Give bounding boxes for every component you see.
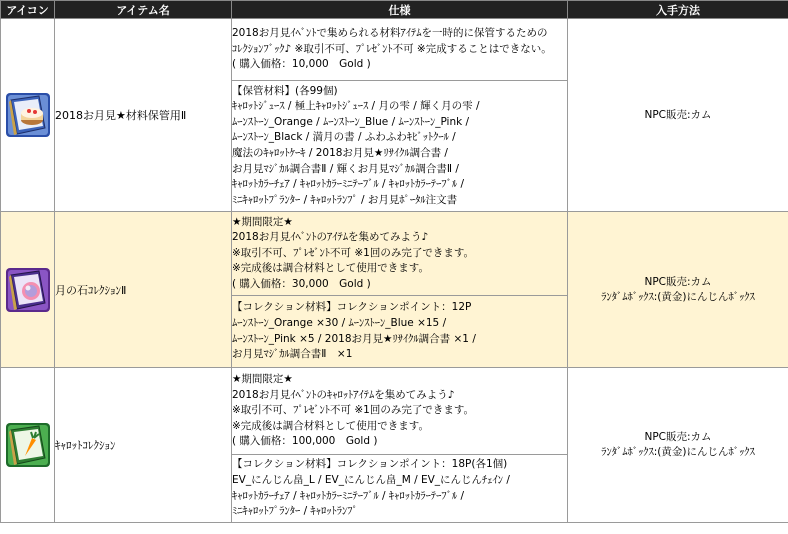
header-icon: アイコン — [1, 1, 55, 19]
table-row — [1, 212, 788, 296]
spec-line: お月見ﾏｼﾞｶﾙ調合書Ⅱ ×1 — [232, 348, 353, 361]
spec-line: ※完成後は調合材料として使用できます。 — [232, 262, 429, 275]
spec-line: 【コレクション材料】コレクションポイント：12P — [232, 301, 472, 314]
spec-line: お月見ﾏｼﾞｶﾙ調合書Ⅱ / 輝くお月見ﾏｼﾞｶﾙ調合書Ⅱ / — [232, 162, 459, 175]
spec-line: ( 購入価格：10,000 Gold ) — [232, 58, 371, 71]
spec-line: 魔法のｷｬﾛｯﾄｹｰｷ / 2018お月見★ﾘｻｲｸﾙ調合書 / — [232, 147, 448, 159]
acquisition-cell — [568, 19, 788, 212]
acquisition-cell — [568, 212, 788, 368]
spec-line: EV_にんじん畠_L / EV_にんじん畠_M / EV_にんじんﾁｪｲﾝ / — [232, 473, 510, 486]
acquisition-line: NPC販売:カム — [644, 108, 712, 121]
acquisition-cell — [568, 368, 788, 523]
header-spec: 仕様 — [232, 1, 568, 19]
spec-line: 2018お月見ｲﾍﾞﾝﾄのｱｲﾃﾑを集めてみよう♪ — [232, 231, 429, 244]
spec-materials — [232, 81, 568, 212]
header-acquisition: 入手方法 — [568, 1, 788, 19]
spec-line: ﾐﾆｷｬﾛｯﾄﾌﾟﾗﾝﾀｰ / ｷｬﾛｯﾄﾗﾝﾌﾟ — [232, 505, 358, 518]
table-row — [1, 368, 788, 455]
icon-cell — [1, 212, 55, 368]
header-name: アイテム名 — [55, 1, 232, 19]
spec-line: ( 購入価格：30,000 Gold ) — [232, 277, 371, 290]
acquisition-line: NPC販売:カム — [644, 431, 712, 443]
icon-cell — [1, 368, 55, 523]
spec-line: ※取引不可、ﾌﾟﾚｾﾞﾝﾄ不可 ※1回のみ完了できます。 — [232, 404, 475, 417]
spec-line: 【保管材料】(各99個) — [232, 84, 338, 97]
header-row — [1, 1, 788, 19]
spec-line: ﾑｰﾝｽﾄｰﾝ_Black / 満月の書 / ふわふわｷﾋﾞｯﾄｸｰﾙ / — [232, 131, 456, 144]
spec-line: ※完成後は調合材料として使用できます。 — [232, 419, 429, 432]
spec-line: ﾑｰﾝｽﾄｰﾝ_Orange / ﾑｰﾝｽﾄｰﾝ_Blue / ﾑｰﾝｽﾄｰﾝ_Pink / — [232, 115, 470, 128]
book-carrot-icon — [5, 422, 51, 468]
item-name: 2018お月見★材料保管用Ⅱ — [55, 19, 232, 212]
spec-line: ﾐﾆｷｬﾛｯﾄﾌﾟﾗﾝﾀｰ / ｷｬﾛｯﾄﾗﾝﾌﾟ / お月見ﾎﾟｰﾀﾙ注文書 — [232, 193, 458, 206]
spec-description — [232, 19, 568, 81]
spec-line: ｷｬﾛｯﾄｶﾗｰﾁｪｱ / ｷｬﾛｯﾄｶﾗｰﾐﾆﾃｰﾌﾞﾙ / ｷｬﾛｯﾄｶﾗｰﾃｰﾌﾞﾙ / — [232, 178, 465, 191]
spec-description — [232, 368, 568, 455]
spec-line: ｷｬﾛｯﾄｼﾞｭｰｽ / 極上ｷｬﾛｯﾄｼﾞｭｰｽ / 月の雫 / 輝く月の雫 / — [232, 100, 480, 113]
spec-line: ﾑｰﾝｽﾄｰﾝ_Orange ×30 / ﾑｰﾝｽﾄｰﾝ_Blue ×15 / — [232, 316, 447, 329]
spec-line: 2018お月見ｲﾍﾞﾝﾄのｷｬﾛｯﾄｱｲﾃﾑを集めてみよう♪ — [232, 388, 455, 401]
acquisition-line: ﾗﾝﾀﾞﾑﾎﾞｯｸｽ:(黄金)にんじんﾎﾞｯｸｽ — [601, 446, 755, 458]
spec-materials — [232, 296, 568, 368]
icon-cell — [1, 19, 55, 212]
book-moonstone-icon — [5, 267, 51, 313]
spec-line: ( 購入価格：100,000 Gold ) — [232, 435, 378, 448]
spec-line: ｺﾚｸｼｮﾝﾌﾞｯｸ♪ ※取引不可、ﾌﾟﾚｾﾞﾝﾄ不可 ※完成することはできない。 — [232, 42, 552, 55]
acquisition-line: ﾗﾝﾀﾞﾑﾎﾞｯｸｽ:(黄金)にんじんﾎﾞｯｸｽ — [601, 290, 755, 303]
spec-line: 2018お月見ｲﾍﾞﾝﾄで集められる材料ｱｲﾃﾑを一時的に保管するための — [232, 27, 548, 40]
spec-line: ｷｬﾛｯﾄｶﾗｰﾁｪｱ / ｷｬﾛｯﾄｶﾗｰﾐﾆﾃｰﾌﾞﾙ / ｷｬﾛｯﾄｶﾗｰﾃｰﾌﾞﾙ / — [232, 489, 465, 502]
acquisition-line: NPC販売:カム — [644, 275, 712, 288]
spec-line: 【コレクション材料】コレクションポイント：18P(各1個) — [232, 458, 508, 471]
spec-line: ﾑｰﾝｽﾄｰﾝ_Pink ×5 / 2018お月見★ﾘｻｲｸﾙ調合書 ×1 / — [232, 332, 476, 345]
item-name: 月の石ｺﾚｸｼｮﾝⅡ — [55, 212, 232, 368]
book-cake-icon — [5, 92, 51, 138]
table-row — [1, 19, 788, 81]
item-name: ｷｬﾛｯﾄｺﾚｸｼｮﾝ — [55, 368, 232, 523]
spec-line: ★期間限定★ — [232, 215, 293, 228]
spec-line: ★期間限定★ — [232, 373, 293, 386]
spec-description — [232, 212, 568, 296]
spec-line: ※取引不可、ﾌﾟﾚｾﾞﾝﾄ不可 ※1回のみ完了できます。 — [232, 246, 475, 259]
spec-materials — [232, 455, 568, 523]
